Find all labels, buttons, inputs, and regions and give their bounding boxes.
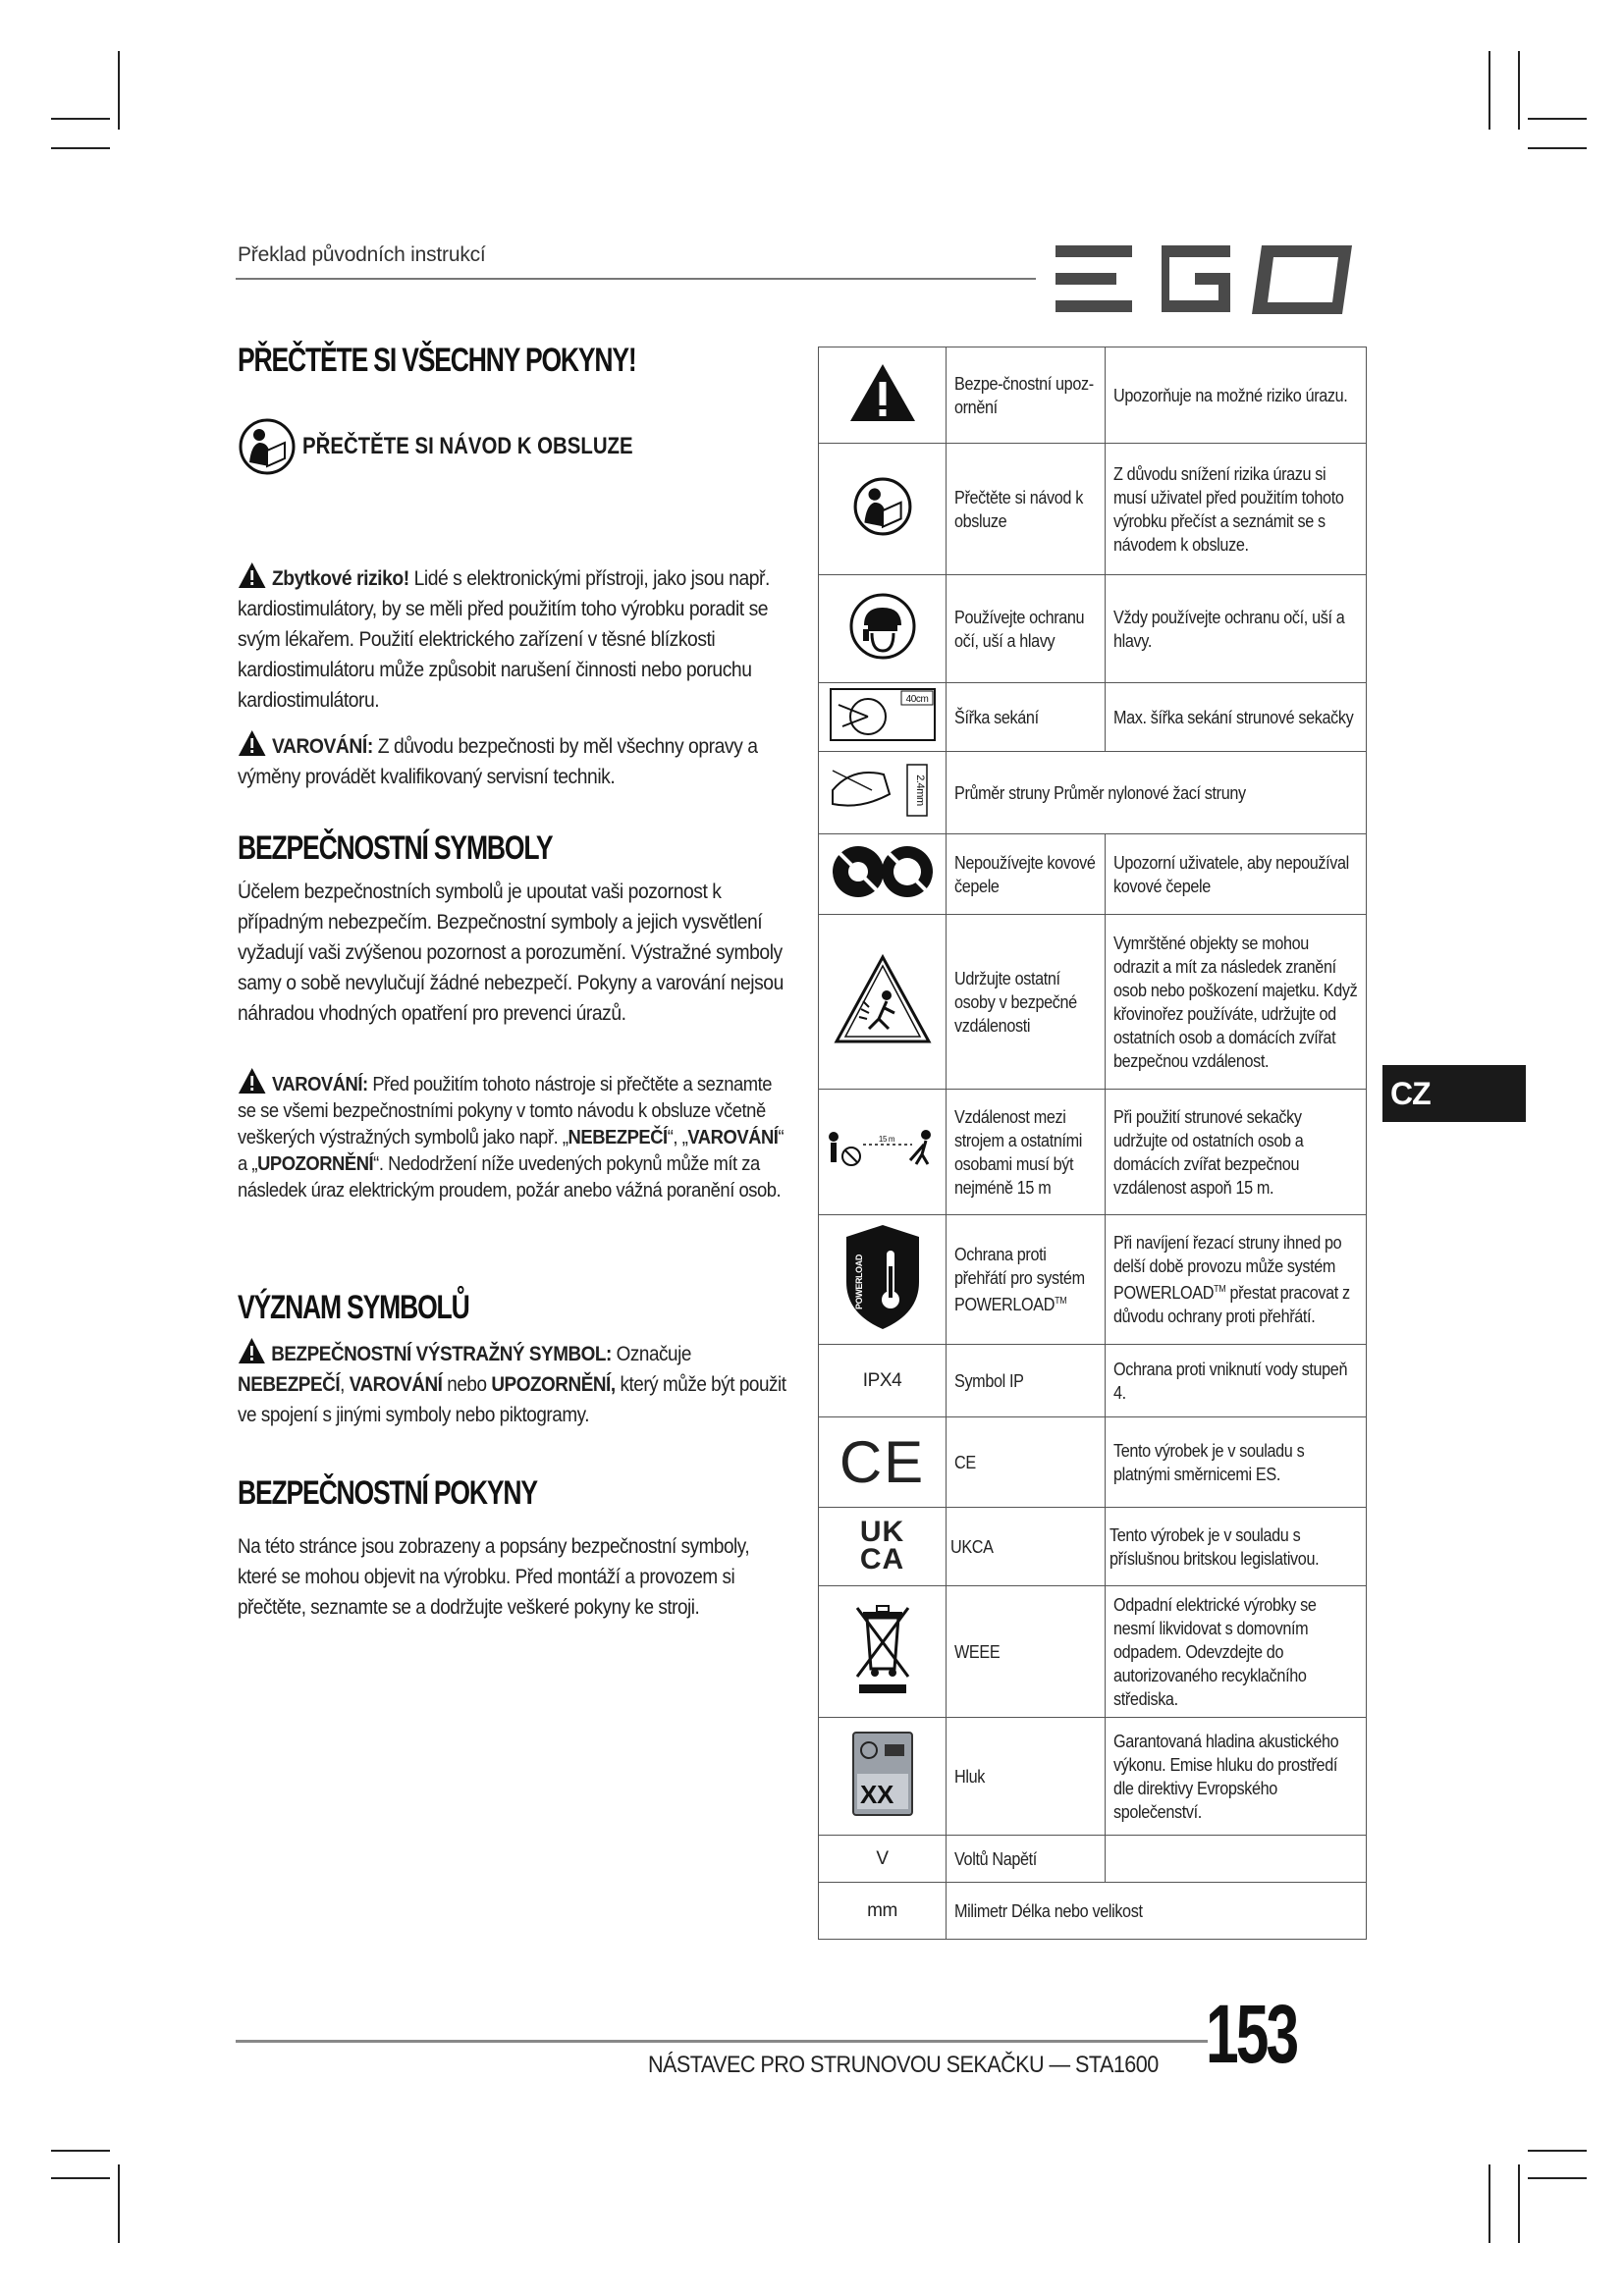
symbol-cell (819, 1836, 947, 1883)
language-tab: CZ (1382, 1065, 1526, 1122)
symbol-name-cell (947, 683, 1106, 752)
crop-mark (1528, 147, 1587, 149)
heading-safety-symbols: BEZPEČNOSTNÍ SYMBOLY (238, 829, 553, 867)
symbol-name: Používejte ochranu očí, uší a hlavy (954, 607, 1085, 651)
symbol-desc-cell (1106, 1836, 1367, 1883)
read-manual-icon (238, 417, 297, 476)
symbol-cell (819, 1215, 947, 1345)
symbol-span-cell (947, 1883, 1367, 1940)
symbol-name-cell (947, 444, 1106, 575)
no-metal-blade-icon (829, 842, 937, 901)
symbol-desc-cell (1106, 834, 1367, 915)
symbol-desc: Při použití strunové sekačky udržujte od ostatních osob a domácích zvířat bezpečnou vzdálenost aspoň 15 m. (1113, 1106, 1304, 1198)
table-row (819, 683, 1367, 752)
table-row (819, 444, 1367, 575)
table-row (819, 752, 1367, 834)
symbol-cell (819, 834, 947, 915)
symbol-name-cell (947, 575, 1106, 683)
alert-lead: BEZPEČNOSTNÍ VÝSTRAŽNÝ SYMBOL: (271, 1343, 612, 1365)
symbol-desc-cell (1106, 1586, 1367, 1718)
symbol-desc: Z důvodu snížení rizika úrazu si musí uživatel před použitím tohoto výrobku přečíst a seznámit se s návodem k obsluze. (1113, 463, 1344, 555)
warning-read-paragraph (238, 1067, 787, 1204)
symbol-name-cell (947, 1586, 1106, 1718)
symbol-name-cell (947, 1718, 1106, 1836)
symbol-desc: Průměr struny Průměr nylonové žací struny (954, 782, 1246, 803)
alert-text: Označuje (611, 1343, 691, 1365)
symbol-cell (819, 347, 947, 444)
crop-mark (1489, 2164, 1490, 2243)
symbol-name: Šířka sekání (954, 707, 1039, 727)
symbol-desc: Odpadní elektrické výrobky se nesmí likvidovat s domovním odpadem. Odevzdejte do autorizovaného recyklačního střediska. (1113, 1594, 1317, 1709)
symbol-cell (819, 1508, 947, 1586)
table-row (819, 1836, 1367, 1883)
alert-text: který může být použit ve spojení s jinými symboly nebo piktogramy. (238, 1373, 786, 1426)
symbol-name-cell (947, 1417, 1106, 1508)
alert-text: , (340, 1373, 350, 1396)
symbol-cell (819, 1883, 947, 1940)
table-row (819, 1345, 1367, 1417)
symbol-desc: Upozorňuje na možné riziko úrazu. (1113, 385, 1348, 405)
table-row (819, 347, 1367, 444)
powerload-desc: Při navíjení řezací struny ihned po delší době provozu může systém POWERLOAD (1113, 1233, 1342, 1303)
symbol-name: Přečtěte si návod k obsluze (954, 487, 1083, 531)
warning-word: VAROVÁNÍ (349, 1373, 443, 1396)
crop-mark (51, 147, 110, 149)
footer-title: NÁSTAVEC PRO STRUNOVOU SEKAČKU — STA1600 (648, 2052, 1159, 2078)
warning-service-paragraph (238, 729, 787, 792)
crop-mark (51, 2177, 110, 2179)
table-row (819, 1508, 1367, 1586)
danger-word: NEBEZPEČÍ (568, 1127, 668, 1148)
line-diameter-label: 2.4mm (913, 774, 926, 806)
warning-service-lead: VAROVÁNÍ: (271, 735, 373, 758)
thrown-objects-icon (834, 954, 932, 1044)
read-manual-icon (852, 476, 913, 537)
powerload-shield-icon (844, 1223, 921, 1331)
symbol-name: Voltů Napětí (954, 1848, 1037, 1869)
warning-triangle-icon (848, 362, 917, 423)
warning-triangle-icon (238, 561, 266, 589)
symbol-cell (819, 1417, 947, 1508)
table-row (819, 1090, 1367, 1215)
page-number: 153 (1206, 1988, 1297, 2080)
powerload-label: POWERLOAD (853, 1254, 864, 1309)
warning-triangle-icon (238, 1337, 266, 1364)
crop-mark (1528, 2150, 1587, 2152)
cutting-width-icon (829, 687, 937, 742)
residual-risk-lead: Zbytkové riziko! (271, 567, 409, 590)
ukca-mark-icon (859, 1516, 905, 1575)
symbol-desc: Max. šířka sekání strunové sekačky (1113, 707, 1354, 727)
symbol-name-cell (947, 1836, 1106, 1883)
symbol-desc: Milimetr Délka nebo velikost (954, 1900, 1143, 1921)
cutting-width-label: 40cm (905, 693, 928, 705)
symbol-cell (819, 1345, 947, 1417)
crop-mark (118, 2164, 120, 2243)
symbol-desc-cell (1106, 1090, 1367, 1215)
symbol-desc-cell (1106, 1718, 1367, 1836)
warning-read-lead: VAROVÁNÍ: (271, 1074, 368, 1095)
danger-word: NEBEZPEČÍ (238, 1373, 341, 1396)
mm-symbol: mm (867, 1900, 897, 1921)
document-header: Překlad původních instrukcí (238, 243, 486, 266)
line-diameter-icon (829, 761, 937, 820)
footer-rule (236, 2040, 1208, 2043)
protective-gear-icon (848, 592, 917, 661)
volt-symbol: V (876, 1848, 889, 1869)
heading-symbol-meaning: VÝZNAM SYMBOLŮ (238, 1289, 469, 1326)
heading-read-all: PŘEČTĚTE SI VŠECHNY POKYNY! (238, 342, 636, 379)
symbol-desc-cell (1106, 575, 1367, 683)
symbol-name-cell (947, 1345, 1106, 1417)
symbol-desc: Upozorní uživatele, aby nepoužíval kovové čepele (1113, 852, 1349, 896)
warning-read-text: “, „ (667, 1127, 688, 1148)
caution-word: UPOZORNĚNÍ, (491, 1373, 616, 1396)
table-row (819, 1883, 1367, 1940)
symbol-name-cell (947, 915, 1106, 1090)
warning-triangle-icon (238, 1067, 266, 1095)
warning-read-text: Před použitím tohoto nástroje si přečtěte a seznamte se se všemi bezpečnostními pokyny v tomto návodu k obsluze včetně veškerých výstražných symbolů jako např. „ (238, 1074, 773, 1148)
symbol-cell (819, 1718, 947, 1836)
symbol-name-cell (947, 1090, 1106, 1215)
crop-mark (1528, 2177, 1587, 2179)
symbol-desc: Ochrana proti vniknutí vody stupeň 4. (1113, 1359, 1348, 1403)
symbol-name: Bezpe-čnostní upoz-ornění (954, 373, 1094, 417)
symbol-name: Udržujte ostatní osoby v bezpečné vzdálenosti (954, 968, 1077, 1036)
powerload-desc: přestat pracovat z důvodu ochrany proti přehřátí. (1113, 1283, 1350, 1326)
symbol-desc-cell (1106, 444, 1367, 575)
symbol-name (954, 1243, 1097, 1316)
symbol-desc-cell (1106, 1417, 1367, 1508)
safety-symbols-table (818, 347, 1367, 1940)
symbol-desc: Vždy používejte ochranu očí, uší a hlavy. (1113, 607, 1345, 651)
symbol-desc-cell (1106, 347, 1367, 444)
table-row (819, 1718, 1367, 1836)
symbol-desc: Tento výrobek je v souladu s příslušnou britskou legislativou. (1110, 1524, 1320, 1569)
symbol-cell (819, 1090, 947, 1215)
symbol-name-cell (947, 1508, 1106, 1586)
symbol-desc-cell (1106, 683, 1367, 752)
table-row (819, 575, 1367, 683)
trademark: TM (1214, 1284, 1226, 1295)
symbol-desc: Vymrštěné objekty se mohou odrazit a mít za následek zranění osob nebo poškození majetku. Když křovinořez používáte, udržujte od ostatních osob a domácích zvířat bezpečnou vzdálenost. (1113, 933, 1358, 1071)
symbol-cell (819, 752, 947, 834)
symbol-desc: Tento výrobek je v souladu s platnými směrnicemi ES. (1113, 1440, 1305, 1484)
symbol-desc (1113, 1231, 1358, 1328)
warning-word: VAROVÁNÍ (687, 1127, 779, 1148)
symbol-desc-cell (1106, 1345, 1367, 1417)
ukca-top: UK (859, 1516, 905, 1548)
symbol-name: Hluk (954, 1766, 985, 1787)
read-manual-row (238, 417, 691, 476)
ego-logo (1056, 243, 1370, 314)
ukca-bottom: CA (859, 1543, 905, 1575)
symbol-name: Nepoužívejte kovové čepele (954, 852, 1096, 896)
crop-mark (1518, 2164, 1520, 2243)
weee-bin-icon (853, 1602, 912, 1696)
symbol-cell (819, 683, 947, 752)
symbol-name-cell (947, 834, 1106, 915)
alert-text: nebo (442, 1373, 492, 1396)
symbol-name: Vzdálenost mezi strojem a ostatními osobami musí být nejméně 15 m (954, 1106, 1083, 1198)
warning-read-text: “ a „ (238, 1127, 785, 1175)
residual-risk-paragraph (238, 561, 787, 716)
ip-symbol: IPX4 (862, 1370, 902, 1391)
ce-mark-icon: CE (839, 1428, 926, 1495)
table-row (819, 1586, 1367, 1718)
symbol-name: Symbol IP (954, 1370, 1024, 1391)
powerload-name: Ochrana proti přehřátí pro systém POWERLOAD (954, 1245, 1085, 1314)
table-row (819, 834, 1367, 915)
crop-mark (118, 51, 120, 130)
crop-mark (1528, 118, 1587, 120)
safe-distance-icon (824, 1125, 942, 1174)
residual-risk-text: Lidé s elektronickými přístroji, jako jsou např. kardiostimulátory, by se měli před použitím toho výrobku poradit se svým lékařem. Použití elektrického zařízení v těsné blízkosti kardiostimulátoru může způsobit narušení činnosti nebo poruchu kardiostimulátoru. (238, 567, 770, 712)
noise-value-label: XX (859, 1779, 893, 1809)
symbol-desc-cell (1106, 1215, 1367, 1345)
crop-mark (1518, 51, 1520, 130)
symbol-cell (819, 915, 947, 1090)
crop-mark (1489, 51, 1490, 130)
trademark: TM (1055, 1296, 1067, 1307)
caution-word: UPOZORNĚNÍ (257, 1153, 374, 1175)
table-row (819, 1215, 1367, 1345)
header-rule (236, 278, 1036, 280)
symbol-name: UKCA (950, 1536, 994, 1557)
symbol-cell (819, 1586, 947, 1718)
symbols-intro-paragraph: Účelem bezpečnostních symbolů je upoutat vaši pozornost k případným nebezpečím. Bezpečnostní symboly a jejich vysvětlení vyžadují vaši zvýšenou pozornost a porozumění. Výstražné symboly samy o sobě nevylučují žádné nebezpečí. Pokyny a varování nejsou náhradou vhodných opatření pro prevenci úrazů. (238, 881, 784, 1025)
alert-symbol-paragraph (238, 1337, 786, 1430)
table-row (819, 1417, 1367, 1508)
symbol-name-cell (947, 1215, 1106, 1345)
warning-read-text: “. Nedodržení níže uvedených pokynů může mít za následek úraz elektrickým proudem, požár anebo vážná poranění osob. (238, 1153, 782, 1201)
symbol-desc-cell (1106, 1508, 1367, 1586)
crop-mark (51, 2150, 110, 2152)
safety-instructions-paragraph: Na této stránce jsou zobrazeny a popsány bezpečnostní symboly, které se mohou objevit na výrobku. Před montáží a provozem si přečtěte, seznamte se a dodržujte veškeré pokyny ke stroji. (238, 1535, 750, 1619)
distance-label: 15 m (878, 1134, 894, 1144)
symbol-name: WEEE (954, 1641, 1001, 1662)
symbol-name: CE (954, 1452, 976, 1472)
warning-service-text: Z důvodu bezpečnosti by měl všechny opravy a výměny provádět kvalifikovaný servisní technik. (238, 735, 758, 788)
symbol-cell (819, 444, 947, 575)
read-manual-label: PŘEČTĚTE SI NÁVOD K OBSLUZE (302, 433, 633, 459)
table-row (819, 915, 1367, 1090)
crop-mark (51, 118, 110, 120)
warning-triangle-icon (238, 729, 266, 757)
symbol-span-cell (947, 752, 1367, 834)
symbol-name-cell (947, 347, 1106, 444)
noise-level-icon (851, 1731, 914, 1817)
heading-safety-instructions: BEZPEČNOSTNÍ POKYNY (238, 1474, 537, 1512)
symbol-desc-cell (1106, 915, 1367, 1090)
symbol-cell (819, 575, 947, 683)
symbol-desc: Garantovaná hladina akustického výkonu. Emise hluku do prostředí dle direktivy Evropského společenství. (1113, 1731, 1339, 1822)
